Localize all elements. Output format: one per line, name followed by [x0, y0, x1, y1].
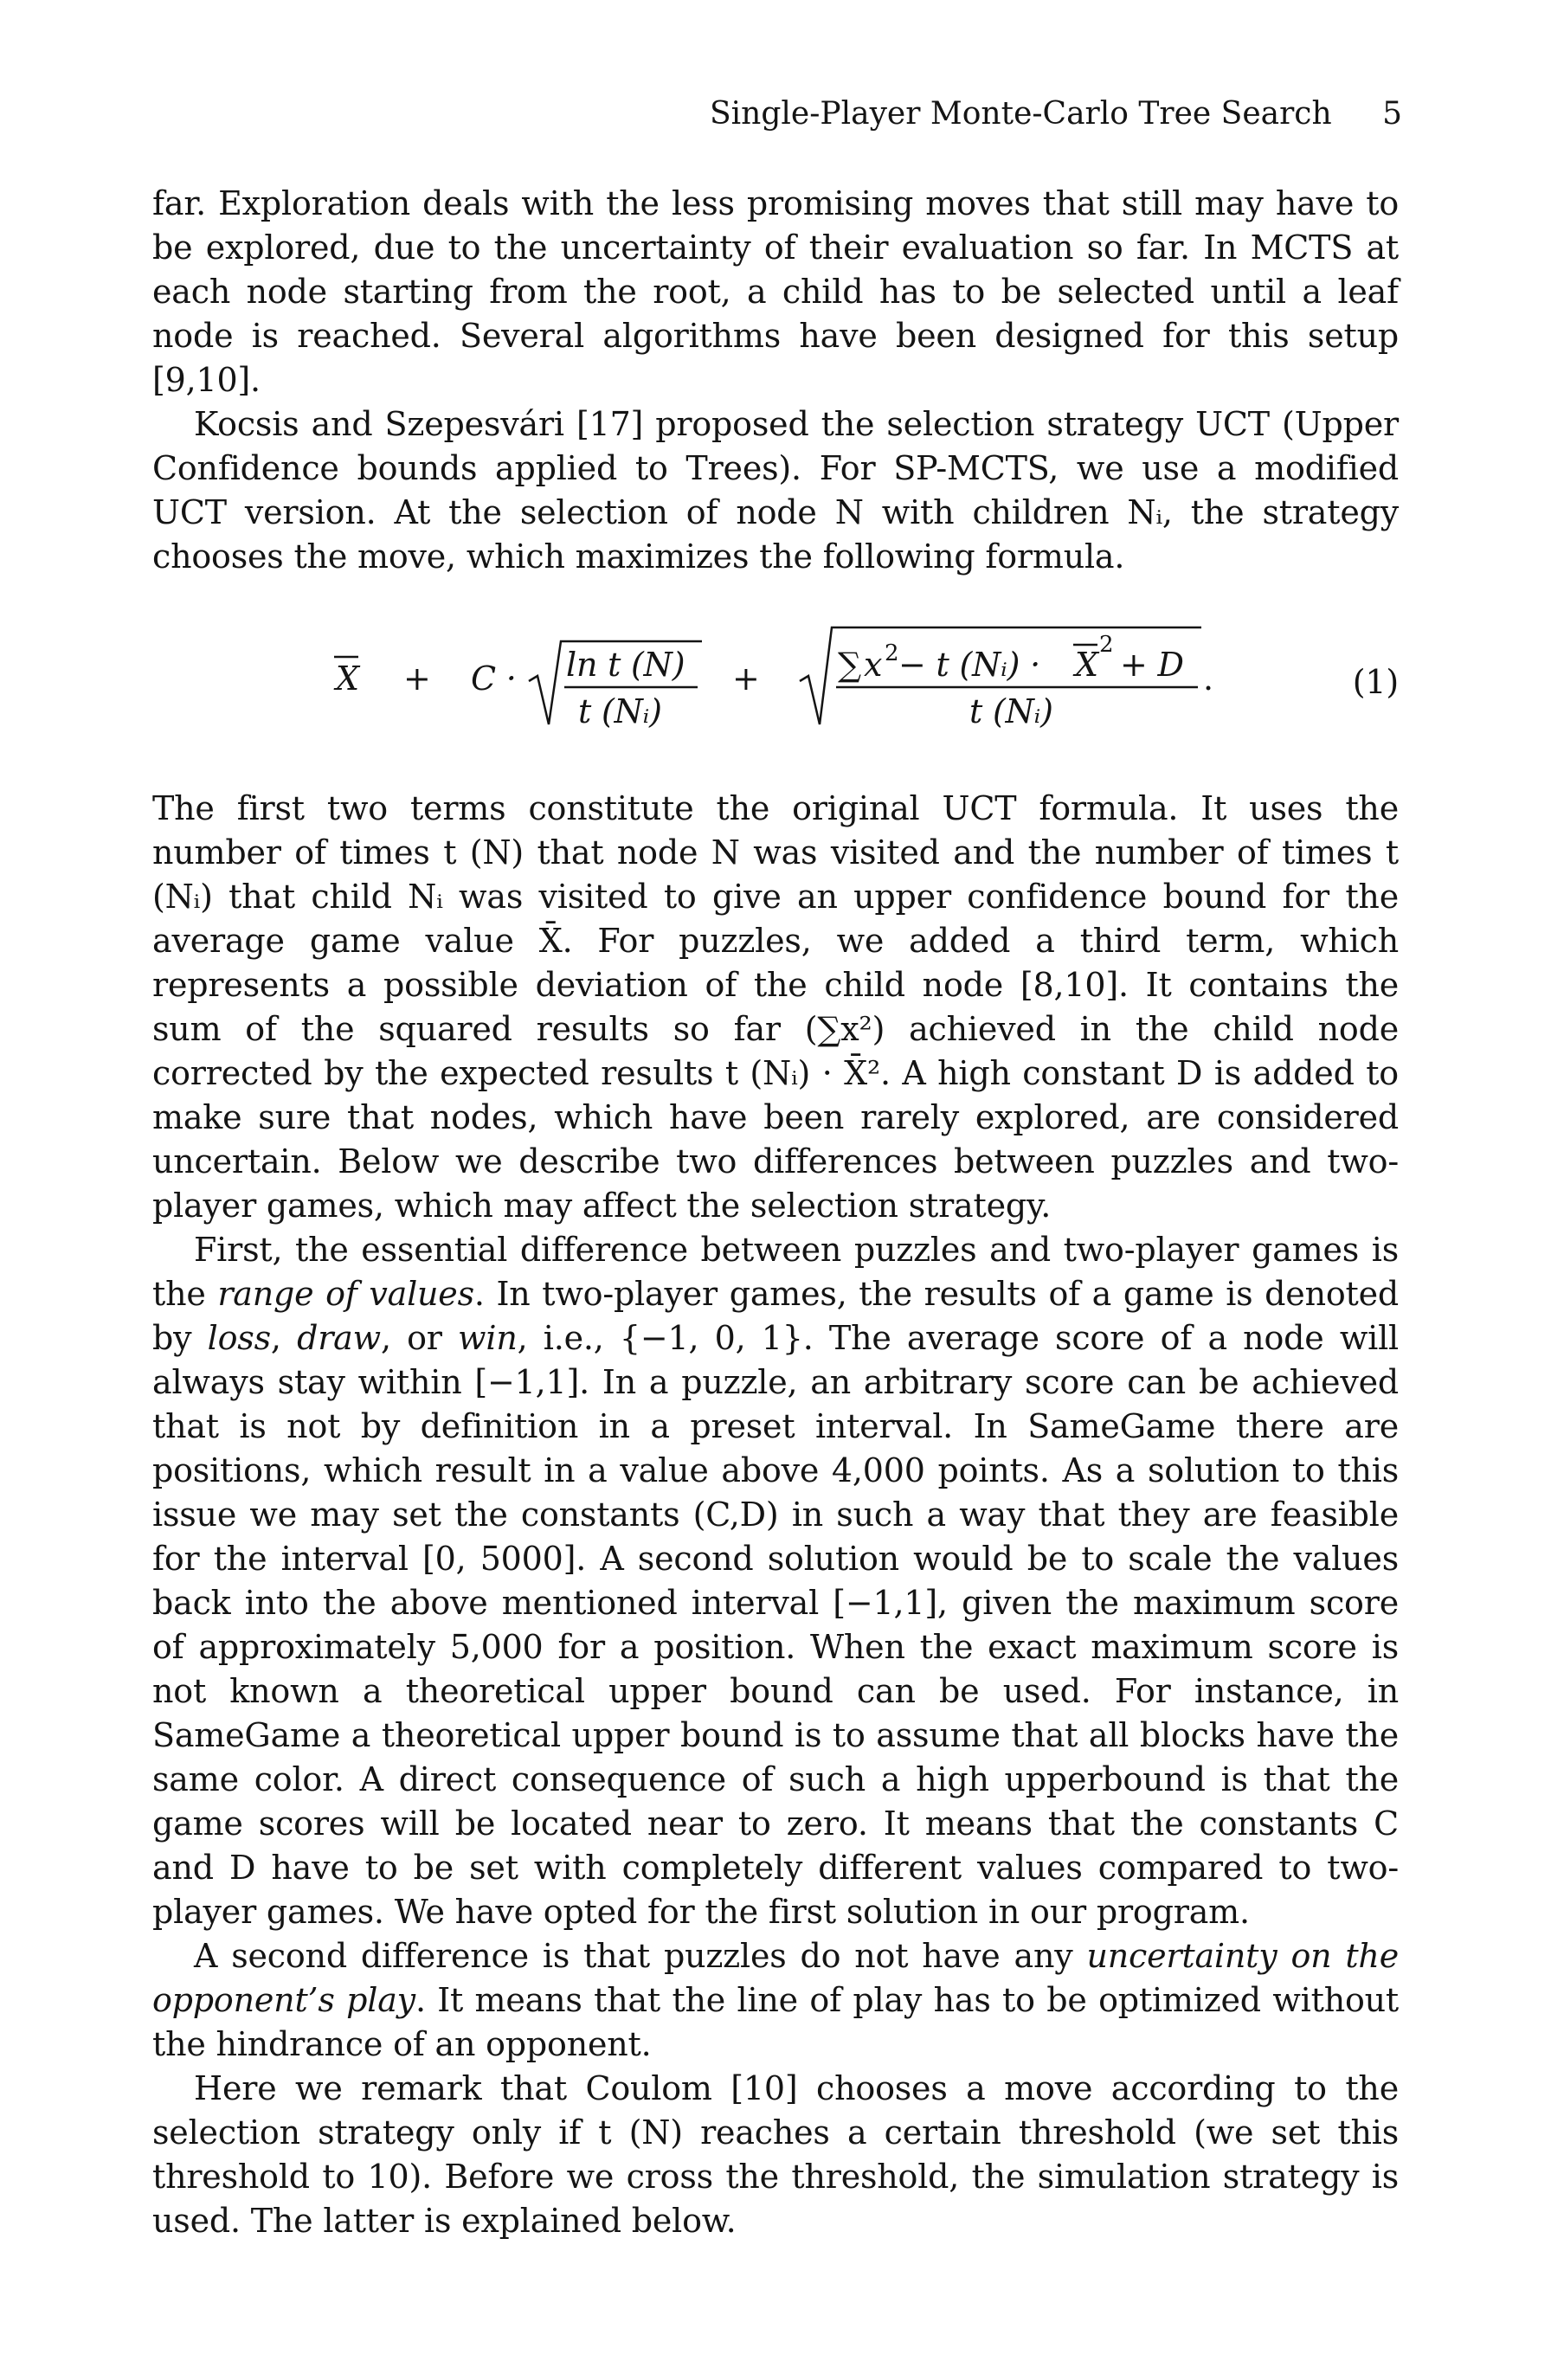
eq-frac2-xbar: X: [1075, 646, 1098, 684]
p4-emph-loss: loss: [207, 1319, 271, 1357]
p5-emph-uncertainty: uncertainty on the opponent’s play: [152, 1937, 1399, 2019]
eq-frac2-denominator: t (Nᵢ): [969, 692, 1053, 730]
paragraph-5: [152, 1934, 1399, 2067]
eq-frac1-numerator: ln t (N): [566, 646, 685, 684]
eq-period: .: [1203, 659, 1213, 698]
p4-text-a: First, the essential difference between puzzles and two-player games is the: [152, 1231, 1399, 1313]
p4-text-g: , or: [380, 1319, 459, 1357]
equation-formula: [152, 603, 1399, 768]
eq-frac1-denominator: t (Nᵢ): [578, 692, 662, 730]
p4-text-i: , i.e., {−1, 0, 1}. The average score of a node will always stay within [−1,1]. In a puzzle, an arbitrary score can be achieved that is not by definition in a preset interval. In SameGame there are positions, which result in a value above 4,000 points. As a solution to this issue we may set the constants (C,D) in such a way that they are feasible for the interval [0, 5000]. A second solution would be to scale the values back into the above mentioned interval [−1,1], given the maximum score of approximately 5,000 for a position. When the exact maximum score is not known a theoretical upper bound can be used. For instance, in SameGame a theoretical upper bound is to assume that all blocks have the same color. A direct consequence of such a high upperbound is that the game scores will be located near to zero. It means that the constants C and D have to be set with completely different values compared to two-player games. We have opted for the first solution in our program.: [152, 1319, 1400, 1931]
running-head: [710, 93, 1402, 135]
page-number: 5: [1382, 96, 1402, 132]
p4-emph-range-of-values: range of values: [217, 1275, 474, 1313]
eq-frac2-square: 2: [885, 640, 899, 666]
p4-text-c: . In two-player games, the results of a game is denoted by: [152, 1275, 1400, 1357]
eq-frac2-xbar-square: 2: [1099, 632, 1114, 658]
eq-frac2-x: x: [864, 646, 883, 684]
body-text: [152, 182, 1399, 2243]
paragraph-1: far. Exploration deals with the less promising moves that still may have to be explored, due to the uncertainty of their evaluation so far. In MCTS at each node starting from the root, a child has to be selected until a leaf node is reached. Several algorithms have been designed for this setup [9,10].: [152, 184, 1399, 399]
p4-emph-win: win: [458, 1319, 518, 1357]
p5-text-c: . It means that the line of play has to be optimized without the hindrance of an opponent.: [152, 1981, 1400, 2063]
running-title: Single-Player Monte-Carlo Tree Search: [710, 96, 1332, 132]
paragraph-6: Here we remark that Coulom [10] chooses a move according to the selection strategy only if t (N) reaches a certain threshold (we set this threshold to 10). Before we cross the threshold, the simulation strategy is used. The latter is explained below.: [152, 2069, 1399, 2240]
eq-plus-2: +: [732, 659, 760, 698]
paragraph-4: [152, 1228, 1399, 1934]
p5-text-a: A second difference is that puzzles do not have any: [194, 1937, 1087, 1975]
paragraph-3: The first two terms constitute the original UCT formula. It uses the number of times t (N) that node N was visited and the number of times t (Nᵢ) that child Nᵢ was visited to give an upper confidence bound for the average game value X̄. For puzzles, we added a third term, which represents a possible deviation of the child node [8,10]. It contains the sum of the squared results so far (∑x²) achieved in the child node corrected by the expected results t (Nᵢ) · X̄². A high constant D is added to make sure that nodes, which have been rarely explored, are considered uncertain. Below we describe two differences between puzzles and two-player games, which may affect the selection strategy.: [152, 789, 1399, 1225]
equation-number: (1): [1352, 663, 1399, 701]
paragraph-2: Kocsis and Szepesvári [17] proposed the selection strategy UCT (Upper Confidence bounds applied to Trees). For SP-MCTS, we use a modified UCT version. At the selection of node N with children Nᵢ, the strategy chooses the move, which maximizes the following formula.: [152, 405, 1399, 576]
eq-plus-1: +: [403, 659, 431, 698]
eq-c-dot: C ·: [471, 659, 517, 698]
eq-frac2-tail: + D: [1120, 646, 1184, 684]
eq-xbar: X: [336, 659, 359, 698]
eq-frac2-mid: − t (Nᵢ) ·: [898, 646, 1040, 684]
equation-1: [152, 603, 1399, 768]
p4-emph-draw: draw: [297, 1319, 381, 1357]
p4-text-e: ,: [270, 1319, 298, 1357]
eq-frac2-sum: ∑: [838, 646, 861, 684]
